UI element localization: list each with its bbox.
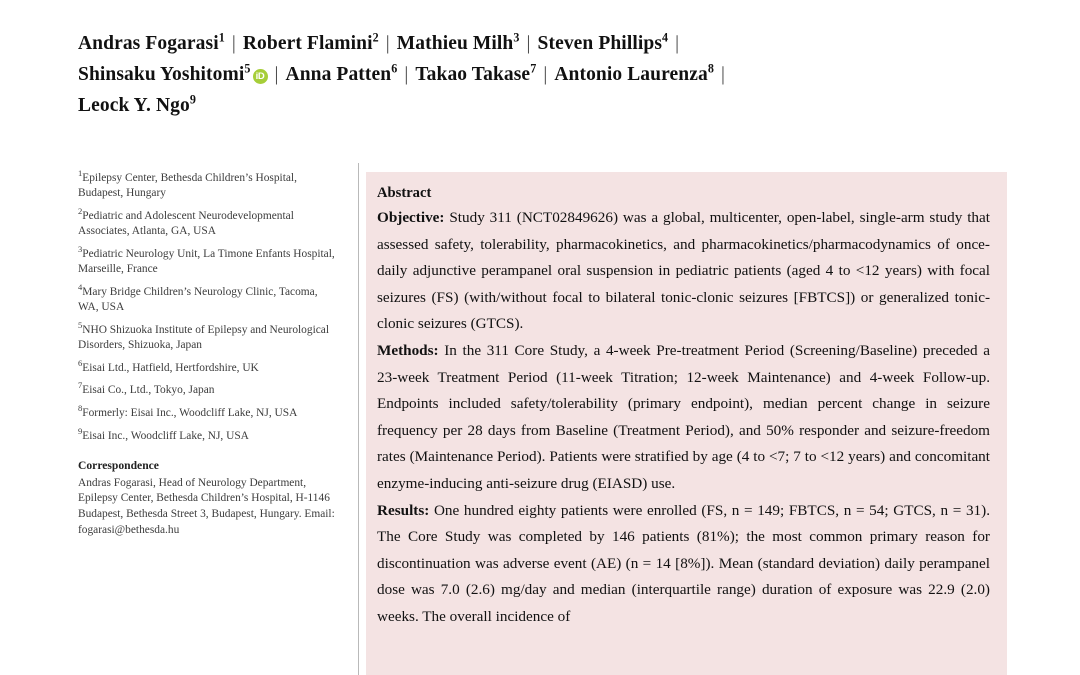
- author-line: [78, 59, 1008, 90]
- author-separator: |: [526, 33, 531, 54]
- author-name: Antonio Laurenza$^8$: [554, 61, 714, 85]
- author-affiliation-marker: 9: [189, 92, 197, 107]
- author-separator: |: [274, 64, 279, 85]
- affiliation-item: [78, 281, 340, 315]
- abstract-sections: [377, 205, 990, 631]
- author-separator: |: [385, 33, 390, 54]
- affiliations-column: [78, 168, 340, 538]
- affiliation-text: Mary Bridge Children’s Neurology Clinic, Tacoma, WA, USA: [78, 285, 318, 313]
- abstract-section-label: Results:: [377, 501, 430, 519]
- affiliation-marker: 7: [78, 380, 83, 391]
- affiliation-item: [78, 357, 340, 376]
- affiliation-text: Pediatric and Adolescent Neurodevelopmental Associates, Atlanta, GA, USA: [78, 209, 294, 238]
- author-affiliation-marker: 4: [662, 30, 669, 45]
- author-name: Leock Y. Ngo$^9$: [78, 92, 197, 116]
- affiliation-marker: 3: [78, 244, 83, 255]
- affiliation-text: Pediatric Neurology Unit, La Timone Enfants Hospital, Marseille, France: [78, 247, 335, 276]
- author-name: Robert Flamini$^2$: [242, 30, 379, 54]
- affiliation-marker: 6: [78, 357, 83, 368]
- author-affiliation-marker: 5: [244, 61, 251, 76]
- author-name: Steven Phillips$^4$: [537, 30, 669, 54]
- author-affiliation-marker: 8: [707, 61, 714, 76]
- author-affiliation-marker: 1: [218, 30, 225, 45]
- author-separator: |: [543, 64, 548, 85]
- affiliation-text: Eisai Ltd., Hatfield, Hertfordshire, UK: [82, 361, 259, 374]
- author-separator: |: [675, 33, 680, 54]
- author-block: [78, 28, 1008, 121]
- abstract-section-text: Study 311 (NCT02849626) was a global, multicenter, open-label, single-arm study that assessed safety, tolerability, pharmacokinetics, and pharmacokinetics/pharmacodynamics of once-daily adjunctive perampanel oral suspension in pediatric patients (aged 4 to <12 years) with focal seizures (FS) (with/without focal to bilateral tonic-clonic seizures [FBTCS]) or generalized tonic-clonic seizures (GTCS).: [377, 209, 990, 333]
- author-name: Andras Fogarasi$^1$: [78, 30, 225, 54]
- correspondence-text: Andras Fogarasi, Head of Neurology Department, Epilepsy Center, Bethesda Children’s Hospital, H-1146 Budapest, Bethesda Street 3, Budapest, Hungary. Email: fogarasi@bethesda.hu: [78, 476, 335, 536]
- author-name: Shinsaku Yoshitomi$^5$iD: [78, 64, 268, 85]
- author-name: Mathieu Milh$^3$: [396, 30, 520, 54]
- affiliations-list: [78, 168, 340, 444]
- affiliation-text: Eisai Co., Ltd., Tokyo, Japan: [82, 384, 215, 397]
- affiliation-text: Formerly: Eisai Inc., Woodcliff Lake, NJ, USA: [82, 406, 298, 419]
- abstract-section-text: In the 311 Core Study, a 4-week Pre-treatment Period (Screening/Baseline) preceded a 23-week Treatment Period (11-week Titration; 12-week Maintenance) and 4-week Follow-up. Endpoints included safety/tolerability (primary endpoint), median percent change in seizure frequency per 28 days from Baseline (Treatment Period), and 50% responder and seizure-freedom rates (Maintenance Period). Patients were stratified by age (4 to <7; 7 to <12 years) and concomitant enzyme-inducing anti-seizure drug (EIASD) use.: [377, 341, 990, 492]
- abstract-section: [377, 338, 990, 498]
- affiliation-item: [78, 319, 340, 353]
- content-columns: [0, 163, 1080, 675]
- affiliation-marker: 9: [78, 425, 83, 436]
- affiliation-item: [78, 425, 340, 444]
- column-divider: [358, 163, 359, 675]
- author-line: [78, 28, 1008, 59]
- abstract-section-label: Objective:: [377, 209, 445, 226]
- affiliation-marker: 5: [78, 319, 83, 330]
- abstract-section-label: Methods:: [377, 341, 439, 359]
- abstract-section-text: One hundred eighty patients were enrolled (FS, n = 149; FBTCS, n = 54; GTCS, n = 31). The Core Study was completed by 146 patients (81%); the most common primary reason for discontinuation was adverse event (AE) (n = 14 [8%]). Mean (standard deviation) daily perampanel dose was 7.0 (2.6) mg/day and median (interquartile range) duration of exposure was 22.9 (2.0) weeks. The overall incidence of: [377, 501, 990, 625]
- author-affiliation-marker: 7: [530, 61, 537, 76]
- abstract-box: [366, 172, 1007, 675]
- affiliation-text: Eisai Inc., Woodcliff Lake, NJ, USA: [82, 429, 249, 442]
- affiliation-item: [78, 380, 340, 398]
- affiliation-marker: 2: [78, 206, 83, 217]
- author-separator: |: [231, 33, 236, 54]
- author-separator: |: [720, 64, 725, 85]
- author-affiliation-marker: 2: [372, 30, 379, 45]
- affiliation-item: [78, 244, 340, 277]
- author-line: [78, 90, 1008, 121]
- author-name: Anna Patten$^6$: [285, 61, 398, 85]
- author-separator: |: [404, 64, 409, 85]
- affiliation-item: [78, 206, 340, 239]
- affiliation-marker: 1: [78, 168, 83, 179]
- author-name: Takao Takase$^7$: [415, 61, 537, 85]
- correspondence-block: [78, 458, 340, 538]
- correspondence-heading: Correspondence: [78, 458, 159, 472]
- abstract-section: [377, 498, 990, 631]
- abstract-heading: Abstract: [377, 185, 432, 201]
- affiliation-marker: 4: [78, 281, 83, 292]
- orcid-icon[interactable]: iD: [253, 69, 268, 84]
- abstract-section: [377, 205, 990, 338]
- author-affiliation-marker: 3: [513, 30, 520, 45]
- affiliation-text: NHO Shizuoka Institute of Epilepsy and Neurological Disorders, Shizuoka, Japan: [78, 323, 330, 351]
- affiliation-text: Epilepsy Center, Bethesda Children’s Hospital, Budapest, Hungary: [78, 172, 297, 200]
- affiliation-marker: 8: [78, 403, 83, 414]
- affiliation-item: [78, 403, 340, 421]
- author-affiliation-marker: 6: [391, 61, 398, 76]
- affiliation-item: [78, 168, 340, 201]
